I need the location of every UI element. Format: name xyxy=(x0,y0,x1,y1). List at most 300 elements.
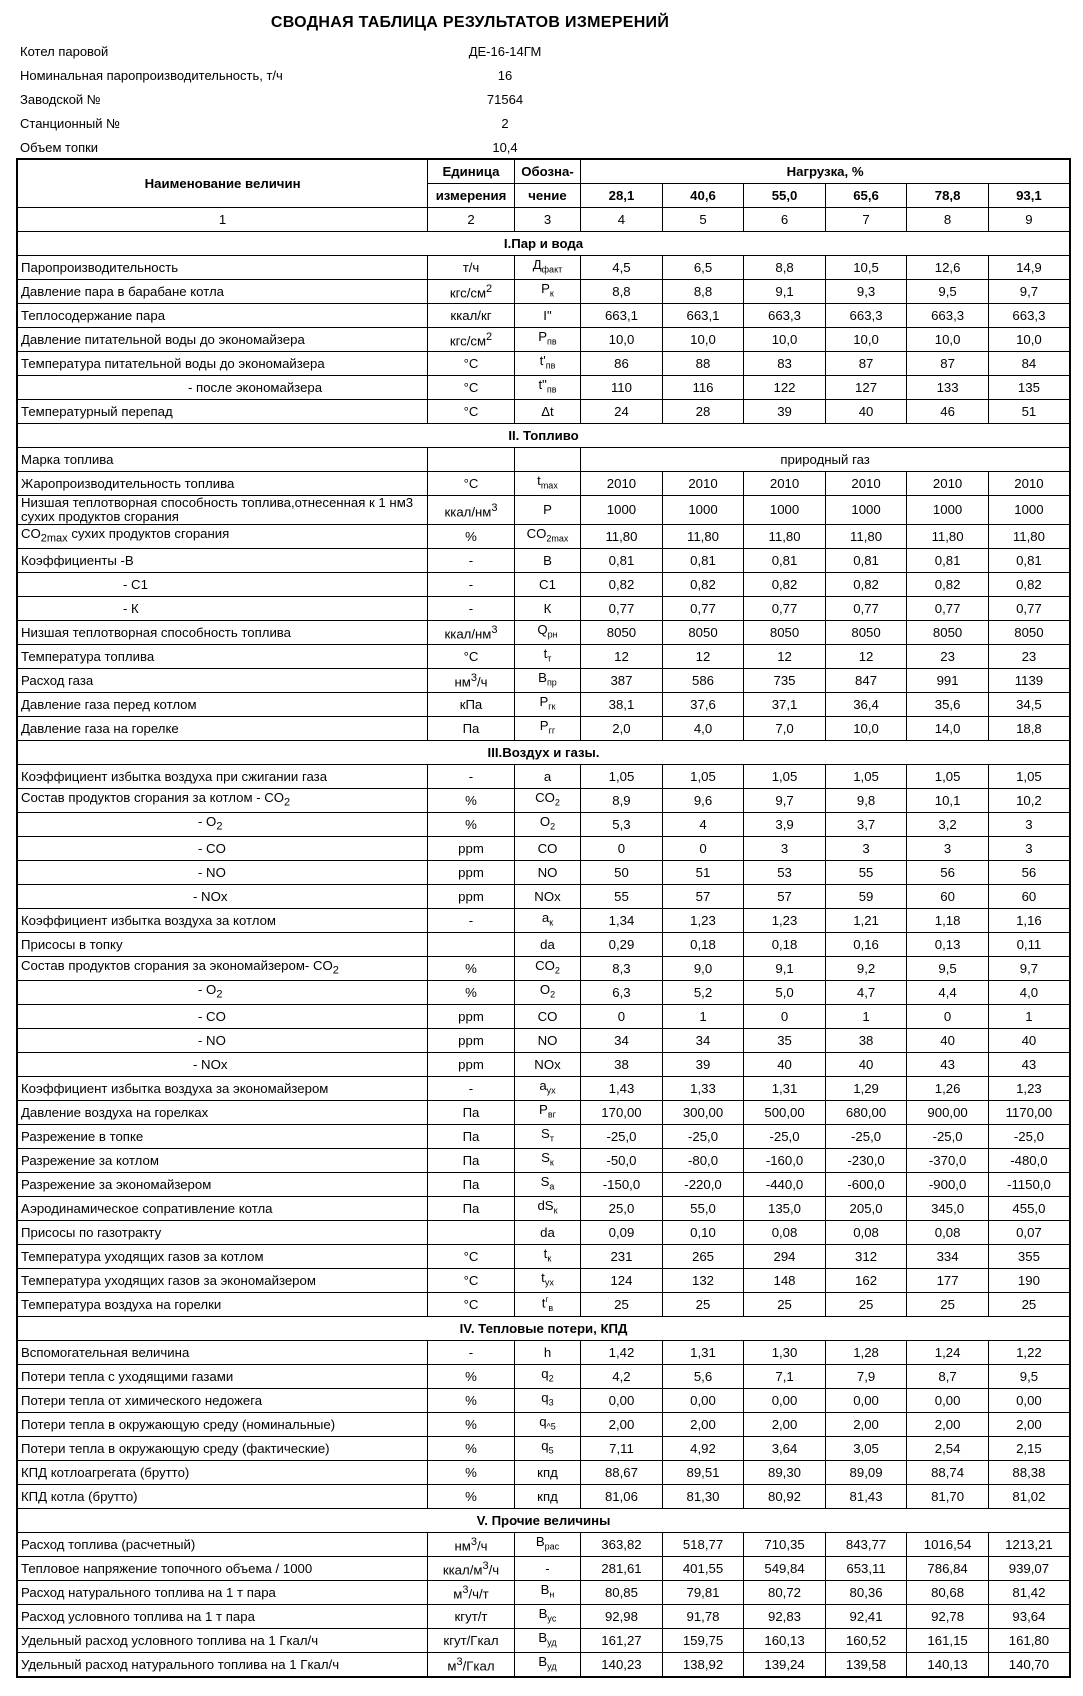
column-number: 7 xyxy=(825,208,907,232)
cell-value: 38,1 xyxy=(581,693,663,717)
row-name xyxy=(17,789,428,813)
cell-value: 294 xyxy=(744,1245,826,1269)
table-row xyxy=(17,1557,1070,1581)
text-part: кгут/Гкал xyxy=(443,1632,499,1648)
row-symbol xyxy=(514,597,580,621)
symbol-sub: 2 xyxy=(554,797,560,808)
text-part: Паропроизводительность xyxy=(21,259,179,275)
cell-value: 37,1 xyxy=(744,693,826,717)
row-symbol xyxy=(514,1605,580,1629)
cell-value: 0,16 xyxy=(825,933,907,957)
row-name xyxy=(17,549,428,573)
row-name xyxy=(17,1557,428,1581)
cell-value: 7,0 xyxy=(744,717,826,741)
row-name xyxy=(17,573,428,597)
table-row xyxy=(17,1533,1070,1557)
cell-value: 8050 xyxy=(988,621,1070,645)
info-row xyxy=(20,64,620,88)
cell-value: 0,82 xyxy=(825,573,907,597)
cell-value: 0,77 xyxy=(825,597,907,621)
text-part: Давление газа перед котлом xyxy=(21,696,197,712)
row-unit xyxy=(428,352,515,376)
cell-value: 25 xyxy=(744,1293,826,1317)
symbol-sub: гк xyxy=(548,701,556,712)
cell-value: 0,08 xyxy=(825,1221,907,1245)
cell-value: 160,13 xyxy=(744,1629,826,1653)
cell-value: 2,00 xyxy=(662,1413,744,1437)
text-part: t xyxy=(537,473,541,489)
row-name xyxy=(17,525,428,549)
text-part: - xyxy=(468,600,474,616)
symbol-sub: ух xyxy=(546,1085,556,1096)
symbol-sub: к xyxy=(549,1157,554,1168)
text-part: Расход газа xyxy=(21,672,94,688)
cell-value: 549,84 xyxy=(744,1557,826,1581)
row-symbol xyxy=(514,957,580,981)
cell-value: 0,10 xyxy=(662,1221,744,1245)
row-unit xyxy=(428,1173,515,1197)
row-symbol xyxy=(514,1389,580,1413)
row-name xyxy=(17,1005,428,1029)
row-name xyxy=(17,1149,428,1173)
row-symbol xyxy=(514,1557,580,1581)
text-part: °С xyxy=(463,648,479,664)
cell-value: 140,70 xyxy=(988,1653,1070,1678)
cell-value: 2,00 xyxy=(581,1413,663,1437)
cell-value: 161,80 xyxy=(988,1629,1070,1653)
cell-value: -25,0 xyxy=(988,1125,1070,1149)
cell-value: 1,42 xyxy=(581,1341,663,1365)
row-unit xyxy=(428,1245,515,1269)
cell-value: 455,0 xyxy=(988,1197,1070,1221)
cell-value: 4,92 xyxy=(662,1437,744,1461)
row-symbol xyxy=(514,1365,580,1389)
table-row xyxy=(17,1053,1070,1077)
text-part: O xyxy=(539,982,551,998)
load-value: 28,1 xyxy=(581,184,663,208)
row-name xyxy=(17,1629,428,1653)
cell-value: 991 xyxy=(907,669,989,693)
cell-value: 80,85 xyxy=(581,1581,663,1605)
symbol-sub: вг xyxy=(547,1109,556,1120)
row-name xyxy=(17,621,428,645)
row-unit xyxy=(428,1485,515,1509)
text-part: ppm xyxy=(458,864,484,880)
table-row xyxy=(17,1341,1070,1365)
cell-value: 8050 xyxy=(907,621,989,645)
text-part: NOx xyxy=(534,1056,561,1072)
row-unit xyxy=(428,1125,515,1149)
cell-value: 9,5 xyxy=(907,957,989,981)
cell-value: 43 xyxy=(907,1053,989,1077)
text-part: 2max xyxy=(40,532,68,545)
table-row xyxy=(17,645,1070,669)
row-unit xyxy=(428,549,515,573)
table-row xyxy=(17,328,1070,352)
row-name xyxy=(17,496,428,525)
cell-value: 2,54 xyxy=(907,1437,989,1461)
text-part: t" xyxy=(538,377,547,393)
cell-value: 8050 xyxy=(662,621,744,645)
row-symbol xyxy=(514,693,580,717)
text-part: нм xyxy=(454,1538,471,1554)
table-row xyxy=(17,957,1070,981)
cell-value: 0,00 xyxy=(662,1389,744,1413)
column-header-symbol: Обозна- xyxy=(514,159,580,184)
cell-value: 0 xyxy=(662,837,744,861)
cell-value: 3,64 xyxy=(744,1437,826,1461)
table-row xyxy=(17,1197,1070,1221)
text-part: Присосы по газотракту xyxy=(21,1224,162,1240)
cell-value: 1,31 xyxy=(662,1341,744,1365)
cell-value: 11,80 xyxy=(907,525,989,549)
cell-value: 57 xyxy=(744,885,826,909)
cell-value: 50 xyxy=(581,861,663,885)
table-row xyxy=(17,376,1070,400)
cell-value: 190 xyxy=(988,1269,1070,1293)
cell-value: 39 xyxy=(744,400,826,424)
cell-value: 1,28 xyxy=(825,1341,907,1365)
cell-value: 3 xyxy=(907,837,989,861)
cell-value: 79,81 xyxy=(662,1581,744,1605)
info-label: Котел паровой xyxy=(20,44,109,59)
symbol-sub: рн xyxy=(547,629,558,640)
table-row xyxy=(17,885,1070,909)
cell-value: 663,1 xyxy=(581,304,663,328)
row-symbol xyxy=(514,645,580,669)
cell-value: 7,11 xyxy=(581,1437,663,1461)
cell-value: 1,18 xyxy=(907,909,989,933)
info-row xyxy=(20,136,620,160)
text-part: ккал/кг xyxy=(450,307,492,323)
text-part: S xyxy=(541,1126,550,1142)
cell-value: 4,4 xyxy=(907,981,989,1005)
cell-value: 663,3 xyxy=(907,304,989,328)
row-name xyxy=(17,448,428,472)
cell-value: 500,00 xyxy=(744,1101,826,1125)
cell-value: 81,02 xyxy=(988,1485,1070,1509)
cell-value: 2010 xyxy=(988,472,1070,496)
row-name xyxy=(17,1173,428,1197)
symbol-sub: а xyxy=(549,1181,555,1192)
cell-value: 1,34 xyxy=(581,909,663,933)
row-unit xyxy=(428,1269,515,1293)
row-name xyxy=(17,1101,428,1125)
symbol-sub: в xyxy=(548,1303,554,1314)
symbol-sub: ус xyxy=(547,1613,557,1624)
cell-value: 40 xyxy=(907,1029,989,1053)
text-part: Давление воздуха на горелках xyxy=(21,1104,209,1120)
row-name xyxy=(17,472,428,496)
row-symbol xyxy=(514,933,580,957)
cell-value: 0,29 xyxy=(581,933,663,957)
table-row xyxy=(17,765,1070,789)
cell-value: 0,81 xyxy=(907,549,989,573)
symbol-sub: т xyxy=(549,1133,554,1144)
row-symbol xyxy=(514,1461,580,1485)
cell-value: 57 xyxy=(662,885,744,909)
cell-value: 80,36 xyxy=(825,1581,907,1605)
row-symbol xyxy=(514,525,580,549)
cell-value: 8,8 xyxy=(581,280,663,304)
table-row xyxy=(17,1077,1070,1101)
document-title: СВОДНАЯ ТАБЛИЦА РЕЗУЛЬТАТОВ ИЗМЕРЕНИЙ xyxy=(270,14,670,31)
cell-value: 1,05 xyxy=(662,765,744,789)
cell-value: 10,1 xyxy=(907,789,989,813)
text-part: q xyxy=(541,1366,549,1382)
text-part: da xyxy=(540,936,555,952)
cell-value: 39 xyxy=(662,1053,744,1077)
section-header xyxy=(17,741,1070,765)
text-part: Давление питательной воды до экономайзера xyxy=(21,331,305,347)
load-value: 93,1 xyxy=(988,184,1070,208)
cell-value: 28 xyxy=(662,400,744,424)
cell-value: 9,0 xyxy=(662,957,744,981)
row-symbol xyxy=(514,1485,580,1509)
section-header xyxy=(17,1317,1070,1341)
text-part: Разрежение за котлом xyxy=(21,1152,159,1168)
row-unit xyxy=(428,1149,515,1173)
cell-value: 10,0 xyxy=(744,328,826,352)
cell-value: 0,77 xyxy=(662,597,744,621)
text-part: кпд xyxy=(537,1488,558,1504)
row-symbol xyxy=(514,1437,580,1461)
cell-value: 2010 xyxy=(825,472,907,496)
row-unit xyxy=(428,328,515,352)
column-number-row xyxy=(17,208,1070,232)
text-part: ppm xyxy=(458,888,484,904)
symbol-sub: пв xyxy=(545,360,556,371)
cell-value: 34,5 xyxy=(988,693,1070,717)
cell-value: 0 xyxy=(744,1005,826,1029)
row-name xyxy=(17,861,428,885)
row-unit xyxy=(428,789,515,813)
text-part: °С xyxy=(463,475,479,491)
text-part: В xyxy=(538,670,547,686)
row-name xyxy=(17,645,428,669)
cell-value: 88 xyxy=(662,352,744,376)
header-row xyxy=(17,159,1070,184)
text-part: Расход натурального топлива на 1 т пара xyxy=(21,1584,276,1600)
cell-value: 663,1 xyxy=(662,304,744,328)
cell-value: 11,80 xyxy=(744,525,826,549)
row-unit xyxy=(428,1005,515,1029)
text-part: ppm xyxy=(458,1008,484,1024)
row-symbol xyxy=(514,304,580,328)
cell-value: 680,00 xyxy=(825,1101,907,1125)
text-part: Р xyxy=(538,329,548,345)
column-number: 6 xyxy=(744,208,826,232)
text-part: 3 xyxy=(491,501,498,514)
symbol-sub: т xyxy=(547,653,552,664)
text-part: м xyxy=(447,1658,457,1674)
cell-value: -25,0 xyxy=(907,1125,989,1149)
cell-value: 3 xyxy=(988,813,1070,837)
cell-value: 161,15 xyxy=(907,1629,989,1653)
cell-value: 40 xyxy=(744,1053,826,1077)
cell-value: 1,05 xyxy=(907,765,989,789)
table-row xyxy=(17,573,1070,597)
column-header-name: Наименование величин xyxy=(17,159,428,208)
text-part: Температура уходящих газов за экономайзером xyxy=(21,1272,316,1288)
row-name xyxy=(17,376,428,400)
cell-value: 36,4 xyxy=(825,693,907,717)
text-part: 2 xyxy=(486,283,493,296)
row-unit xyxy=(428,573,515,597)
cell-value: 0 xyxy=(581,1005,663,1029)
cell-value: 10,0 xyxy=(825,328,907,352)
symbol-sub: 2 xyxy=(548,1373,554,1384)
cell-value: 586 xyxy=(662,669,744,693)
row-unit xyxy=(428,1557,515,1581)
table-row xyxy=(17,813,1070,837)
row-unit xyxy=(428,1365,515,1389)
row-name xyxy=(17,693,428,717)
cell-value: 10,2 xyxy=(988,789,1070,813)
text-part: ккал/м xyxy=(442,1562,483,1578)
cell-value: 14,0 xyxy=(907,717,989,741)
text-part: - NO xyxy=(198,1032,226,1048)
text-part: Потери тепла с уходящими газами xyxy=(21,1368,234,1384)
row-name xyxy=(17,957,428,981)
text-part: Низшая теплотворная способность топлива,отнесенная к 1 нм3 сухих продуктов сгорания xyxy=(21,495,414,524)
cell-value: 363,82 xyxy=(581,1533,663,1557)
cell-value: 0,77 xyxy=(581,597,663,621)
cell-value: 11,80 xyxy=(581,525,663,549)
text-part: Низшая теплотворная способность топлива xyxy=(21,624,292,640)
table-row xyxy=(17,1029,1070,1053)
cell-value: 1 xyxy=(825,1005,907,1029)
section-header xyxy=(17,232,1070,256)
text-part: °С xyxy=(463,355,479,371)
row-symbol xyxy=(514,1125,580,1149)
text-part: CO xyxy=(535,790,555,806)
table-row xyxy=(17,1389,1070,1413)
cell-value: -440,0 xyxy=(744,1173,826,1197)
row-symbol xyxy=(514,1341,580,1365)
symbol-sub: к xyxy=(547,1253,552,1264)
cell-value: 1,21 xyxy=(825,909,907,933)
cell-value: 10,0 xyxy=(907,328,989,352)
cell-value: 3,2 xyxy=(907,813,989,837)
cell-value: 40 xyxy=(988,1029,1070,1053)
row-symbol xyxy=(514,256,580,280)
cell-value: 87 xyxy=(907,352,989,376)
table-row xyxy=(17,256,1070,280)
cell-value: -370,0 xyxy=(907,1149,989,1173)
row-unit xyxy=(428,1101,515,1125)
load-value: 40,6 xyxy=(662,184,744,208)
cell-value: 11,80 xyxy=(988,525,1070,549)
row-name xyxy=(17,597,428,621)
text-part: 3 xyxy=(491,624,498,637)
table-row xyxy=(17,1269,1070,1293)
cell-value: 6,5 xyxy=(662,256,744,280)
cell-value: 939,07 xyxy=(988,1557,1070,1581)
cell-value: 5,6 xyxy=(662,1365,744,1389)
text-part: Δt xyxy=(541,403,554,419)
text-part: q xyxy=(541,1438,549,1454)
cell-value: 139,24 xyxy=(744,1653,826,1678)
cell-value: 205,0 xyxy=(825,1197,907,1221)
cell-value: 1000 xyxy=(744,496,826,525)
cell-value: 34 xyxy=(662,1029,744,1053)
row-symbol xyxy=(514,376,580,400)
text-part: I" xyxy=(543,307,552,323)
text-part: кгс/см xyxy=(449,333,487,349)
table-row xyxy=(17,472,1070,496)
symbol-sub: ух xyxy=(544,1277,554,1288)
row-unit xyxy=(428,1533,515,1557)
text-part: - xyxy=(468,768,474,784)
cell-value: 170,00 xyxy=(581,1101,663,1125)
table-row xyxy=(17,1461,1070,1485)
cell-value: 60 xyxy=(988,885,1070,909)
cell-value: 0,00 xyxy=(744,1389,826,1413)
text-part: - CO xyxy=(198,1008,226,1024)
cell-value: 0,00 xyxy=(907,1389,989,1413)
cell-value: 92,98 xyxy=(581,1605,663,1629)
text-part: - после экономайзера xyxy=(188,379,323,395)
symbol-sub: пв xyxy=(546,384,557,395)
cell-value: 88,38 xyxy=(988,1461,1070,1485)
merged-value: природный газ xyxy=(581,448,1070,472)
text-part: - O xyxy=(198,982,217,998)
table-row xyxy=(17,280,1070,304)
cell-value: 8,7 xyxy=(907,1365,989,1389)
row-unit xyxy=(428,837,515,861)
column-number: 8 xyxy=(907,208,989,232)
text-part: /Гкал xyxy=(462,1658,495,1674)
symbol-sub: 5 xyxy=(548,1445,554,1456)
row-unit xyxy=(428,1053,515,1077)
cell-value: 3 xyxy=(744,837,826,861)
cell-value: 9,1 xyxy=(744,280,826,304)
cell-value: -160,0 xyxy=(744,1149,826,1173)
load-value: 78,8 xyxy=(907,184,989,208)
cell-value: 387 xyxy=(581,669,663,693)
cell-value: 25 xyxy=(581,1293,663,1317)
text-part: Состав продуктов сгорания за котлом - CO xyxy=(21,790,285,806)
text-part: q xyxy=(541,1390,549,1406)
text-part: Коэффициент избытка воздуха за котлом xyxy=(21,912,276,928)
cell-value: 8050 xyxy=(825,621,907,645)
text-part: °С xyxy=(463,1272,479,1288)
cell-value: 53 xyxy=(744,861,826,885)
row-name xyxy=(17,1365,428,1389)
cell-value: 87 xyxy=(825,352,907,376)
row-symbol xyxy=(514,909,580,933)
info-label: Номинальная паропроизводительность, т/ч xyxy=(20,68,283,83)
table-row xyxy=(17,1605,1070,1629)
cell-value: 1 xyxy=(988,1005,1070,1029)
cell-value: 37,6 xyxy=(662,693,744,717)
row-unit xyxy=(428,400,515,424)
text-part: °С xyxy=(463,403,479,419)
cell-value: 8,8 xyxy=(744,256,826,280)
row-unit xyxy=(428,621,515,645)
row-name xyxy=(17,304,428,328)
cell-value: 127 xyxy=(825,376,907,400)
cell-value: 124 xyxy=(581,1269,663,1293)
table-row xyxy=(17,1293,1070,1317)
cell-value: 1,22 xyxy=(988,1341,1070,1365)
cell-value: 0,08 xyxy=(907,1221,989,1245)
text-part: С1 xyxy=(539,576,556,592)
row-symbol xyxy=(514,472,580,496)
text-part: /ч xyxy=(488,1562,500,1578)
cell-value: -220,0 xyxy=(662,1173,744,1197)
